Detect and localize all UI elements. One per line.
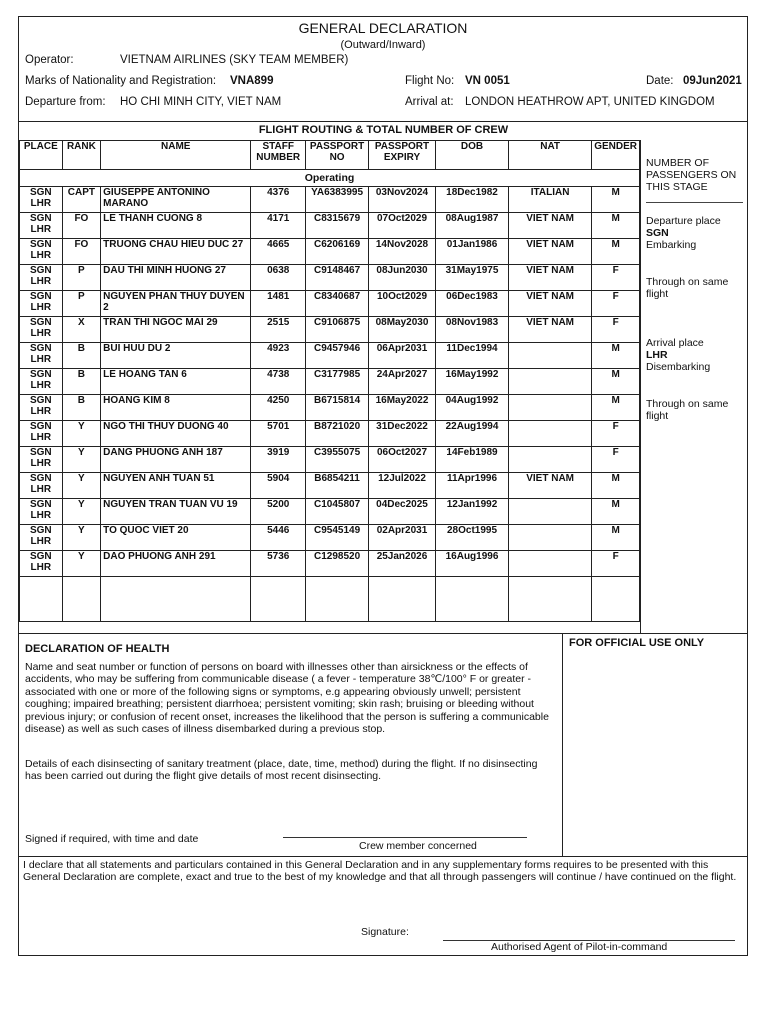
column-header: PLACE [20,141,63,170]
dob-cell: 08Aug1987 [435,213,508,239]
nationality-cell [509,525,592,551]
passport-expiry-cell: 31Dec2022 [369,421,436,447]
nationality-cell: VIET NAM [509,213,592,239]
place-cell: SGN LHR [20,525,63,551]
passport-no-cell: B6715814 [306,395,369,421]
date-value: 09Jun2021 [683,75,742,87]
crew-table-header [20,141,640,170]
gender-cell: F [592,291,640,317]
passport-no-cell: C3955075 [306,447,369,473]
crew-row [20,187,640,213]
place-cell: SGN LHR [20,239,63,265]
column-header: DOB [435,141,508,170]
staff-number-cell: 4171 [251,213,306,239]
health-paragraph: Name and seat number or function of persons on board with illnesses other than airsickness or the effects of accidents, who may be suffering from communicable disease ( a fever - temperature 38℃/100° F or greater - associated with one or more of the following signs or symptoms, e.g appearing obviously unwell; persistent coughing; impaired breathing; persistent diarrhoea; persistent vomiting; skin rash; bruising or bleeding without previous injury; or confusion of recent onset, increases the likelihood that the person is suffering a communicable disease) as well as such cases of illness disembarked during a previous stop. [25,661,549,736]
departure-place-label: Departure place [646,215,721,227]
gender-cell: F [592,421,640,447]
column-header: NAT [509,141,592,170]
rank-cell: Y [62,473,101,499]
dob-cell: 28Oct1995 [435,525,508,551]
gender-cell: M [592,473,640,499]
nationality-cell: ITALIAN [509,187,592,213]
gender-cell: M [592,499,640,525]
official-use-box [563,633,748,856]
nationality-cell [509,499,592,525]
staff-number-cell: 4250 [251,395,306,421]
through-label: Through on same flight [646,398,729,422]
crew-row [20,213,640,239]
place-cell: SGN LHR [20,291,63,317]
nationality-cell [509,343,592,369]
passport-no-cell: C3177985 [306,369,369,395]
dob-cell: 12Jan1992 [435,499,508,525]
rank-cell: Y [62,447,101,473]
crew-row [20,421,640,447]
rank-cell: P [62,265,101,291]
name-cell: DANG PHUONG ANH 187 [101,447,251,473]
passport-expiry-cell: 04Dec2025 [369,499,436,525]
column-header: NAME [101,141,251,170]
place-cell: SGN LHR [20,473,63,499]
passport-no-cell: YA6383995 [306,187,369,213]
dob-cell: 08Nov1983 [435,317,508,343]
empty-cell [20,577,63,622]
nationality-cell: VIET NAM [509,317,592,343]
staff-number-cell: 4923 [251,343,306,369]
passport-no-cell: C9457946 [306,343,369,369]
crew-row [20,239,640,265]
crew-row [20,525,640,551]
name-cell: DAO PHUONG ANH 291 [101,551,251,577]
passport-expiry-cell: 07Oct2029 [369,213,436,239]
name-cell: NGUYEN ANH TUAN 51 [101,473,251,499]
form-subtitle: (Outward/Inward) [340,39,426,51]
dob-cell: 16May1992 [435,369,508,395]
place-cell: SGN LHR [20,395,63,421]
crew-table [19,140,640,622]
dob-cell: 22Aug1994 [435,421,508,447]
empty-cell [101,577,251,622]
passengers-label: NUMBER OF PASSENGERS ON THIS STAGE [646,157,737,193]
empty-cell [369,577,436,622]
name-cell: GIUSEPPE ANTONINO MARANO [101,187,251,213]
name-cell: HOANG KIM 8 [101,395,251,421]
place-cell: SGN LHR [20,265,63,291]
staff-number-cell: 5904 [251,473,306,499]
staff-number-cell: 2515 [251,317,306,343]
dob-cell: 31May1975 [435,265,508,291]
crew-row [20,447,640,473]
place-cell: SGN LHR [20,421,63,447]
column-header: PASSPORT EXPIRY [369,141,436,170]
dob-cell: 01Jan1986 [435,239,508,265]
divider [19,856,747,857]
crew-row [20,291,640,317]
passenger-counts-panel [640,140,748,633]
rank-cell: Y [62,551,101,577]
place-cell: SGN LHR [20,447,63,473]
empty-cell [251,577,306,622]
gender-cell: M [592,239,640,265]
place-cell: SGN LHR [20,187,63,213]
disembarking-label: Disembarking [646,361,711,373]
arrival-place-label: Arrival place [646,337,704,349]
passport-expiry-cell: 06Apr2031 [369,343,436,369]
staff-number-cell: 3919 [251,447,306,473]
health-title: DECLARATION OF HEALTH [25,643,170,655]
passport-expiry-cell: 12Jul2022 [369,473,436,499]
disinsecting-paragraph: Details of each disinsecting of sanitary treatment (place, date, time, method) during the flight. If no disinsecting has been carried out during the flight give details of most recent disinsecting. [25,758,538,783]
gender-cell: M [592,369,640,395]
rank-cell: FO [62,213,101,239]
departure-place-value: SGN [646,227,669,239]
gender-cell: F [592,317,640,343]
passport-expiry-cell: 03Nov2024 [369,187,436,213]
place-cell: SGN LHR [20,369,63,395]
crew-row [20,551,640,577]
dob-cell: 11Dec1994 [435,343,508,369]
staff-number-cell: 5200 [251,499,306,525]
passport-expiry-cell: 08May2030 [369,317,436,343]
staff-number-cell: 0638 [251,265,306,291]
divider [646,202,743,203]
empty-cell [592,577,640,622]
passport-no-cell: C8340687 [306,291,369,317]
passport-no-cell: C9106875 [306,317,369,343]
dob-cell: 14Feb1989 [435,447,508,473]
arrival-label: Arrival at: [405,96,454,108]
name-cell: LE THANH CUONG 8 [101,213,251,239]
flight-value: VN 0051 [465,75,510,87]
marks-value: VNA899 [230,75,274,87]
passport-expiry-cell: 08Jun2030 [369,265,436,291]
nationality-cell [509,551,592,577]
passport-expiry-cell: 10Oct2029 [369,291,436,317]
arrival-place-value: LHR [646,349,668,361]
passport-no-cell: C1298520 [306,551,369,577]
empty-cell [62,577,101,622]
empty-cell [306,577,369,622]
name-cell: NGO THI THUY DUONG 40 [101,421,251,447]
crew-row [20,369,640,395]
operator-value: VIETNAM AIRLINES (SKY TEAM MEMBER) [120,54,349,66]
dob-cell: 06Dec1983 [435,291,508,317]
form-title: GENERAL DECLARATION [298,20,468,36]
gender-cell: F [592,447,640,473]
signature-label: Signature: [361,926,409,938]
empty-cell [435,577,508,622]
column-header: STAFF NUMBER [251,141,306,170]
divider [19,121,747,122]
staff-number-cell: 4376 [251,187,306,213]
rank-cell: B [62,395,101,421]
nationality-cell [509,447,592,473]
health-declaration [19,633,563,856]
place-cell: SGN LHR [20,317,63,343]
gender-cell: M [592,213,640,239]
staff-number-cell: 5736 [251,551,306,577]
passport-expiry-cell: 24Apr2027 [369,369,436,395]
passport-no-cell: C8315679 [306,213,369,239]
arrival-value: LONDON HEATHROW APT, UNITED KINGDOM [465,96,715,108]
passport-no-cell: C6206169 [306,239,369,265]
column-header: RANK [62,141,101,170]
flight-label: Flight No: [405,75,455,87]
passport-expiry-cell: 14Nov2028 [369,239,436,265]
staff-number-cell: 4738 [251,369,306,395]
crew-row [20,395,640,421]
operator-label: Operator: [25,54,74,66]
operating-row [20,170,640,187]
dob-cell: 18Dec1982 [435,187,508,213]
name-cell: DAU THI MINH HUONG 27 [101,265,251,291]
gender-cell: M [592,525,640,551]
passport-no-cell: B8721020 [306,421,369,447]
column-header: PASSPORT NO [306,141,369,170]
nationality-cell: VIET NAM [509,291,592,317]
column-header: GENDER [592,141,640,170]
name-cell: BUI HUU DU 2 [101,343,251,369]
through-label: Through on same flight [646,276,729,300]
crew-member-label: Crew member concerned [359,840,477,852]
name-cell: TRUONG CHAU HIEU DUC 27 [101,239,251,265]
dob-cell: 16Aug1996 [435,551,508,577]
signed-label: Signed if required, with time and date [25,833,199,845]
crew-row [20,473,640,499]
staff-number-cell: 4665 [251,239,306,265]
name-cell: LE HOANG TAN 6 [101,369,251,395]
dob-cell: 11Apr1996 [435,473,508,499]
passport-no-cell: C9545149 [306,525,369,551]
nationality-cell: VIET NAM [509,473,592,499]
name-cell: NGUYEN TRAN TUAN VU 19 [101,499,251,525]
crew-row [20,343,640,369]
nationality-cell [509,395,592,421]
rank-cell: Y [62,499,101,525]
nationality-cell [509,369,592,395]
staff-number-cell: 5701 [251,421,306,447]
marks-label: Marks of Nationality and Registration: [25,75,217,87]
dob-cell: 04Aug1992 [435,395,508,421]
signature-line [283,837,527,838]
departure-label: Departure from: [25,96,106,108]
gender-cell: M [592,343,640,369]
nationality-cell: VIET NAM [509,239,592,265]
crew-row [20,317,640,343]
rank-cell: B [62,369,101,395]
place-cell: SGN LHR [20,551,63,577]
crew-row [20,265,640,291]
rank-cell: Y [62,525,101,551]
gender-cell: M [592,187,640,213]
declaration-text: I declare that all statements and particulars contained in this General Declaration and in any supplementary forms requires to be presented with this General Declaration are complete, exact and true to the best of my knowledge and that all through passengers will continue / have continued on the flight. [23,859,737,884]
nationality-cell [509,421,592,447]
embarking-label: Embarking [646,239,697,251]
name-cell: TO QUOC VIET 20 [101,525,251,551]
passport-no-cell: C9148467 [306,265,369,291]
passport-expiry-cell: 25Jan2026 [369,551,436,577]
staff-number-cell: 1481 [251,291,306,317]
rank-cell: FO [62,239,101,265]
passport-expiry-cell: 02Apr2031 [369,525,436,551]
routing-title: FLIGHT ROUTING & TOTAL NUMBER OF CREW [258,124,509,136]
official-title: FOR OFFICIAL USE ONLY [569,637,705,649]
passport-expiry-cell: 06Oct2027 [369,447,436,473]
date-label: Date: [646,75,674,87]
departure-value: HO CHI MINH CITY, VIET NAM [120,96,282,108]
nationality-cell: VIET NAM [509,265,592,291]
rank-cell: B [62,343,101,369]
agent-label: Authorised Agent of Pilot-in-command [491,941,668,953]
place-cell: SGN LHR [20,499,63,525]
place-cell: SGN LHR [20,343,63,369]
rank-cell: X [62,317,101,343]
name-cell: NGUYEN PHAN THUY DUYEN 2 [101,291,251,317]
empty-row [20,577,640,622]
passport-no-cell: C1045807 [306,499,369,525]
rank-cell: CAPT [62,187,101,213]
passport-no-cell: B6854211 [306,473,369,499]
staff-number-cell: 5446 [251,525,306,551]
gender-cell: F [592,551,640,577]
rank-cell: P [62,291,101,317]
crew-row [20,499,640,525]
passport-expiry-cell: 16May2022 [369,395,436,421]
general-declaration-form [18,16,748,956]
name-cell: TRAN THI NGOC MAI 29 [101,317,251,343]
empty-cell [509,577,592,622]
place-cell: SGN LHR [20,213,63,239]
gender-cell: F [592,265,640,291]
rank-cell: Y [62,421,101,447]
operating-label: Operating [20,170,640,187]
gender-cell: M [592,395,640,421]
